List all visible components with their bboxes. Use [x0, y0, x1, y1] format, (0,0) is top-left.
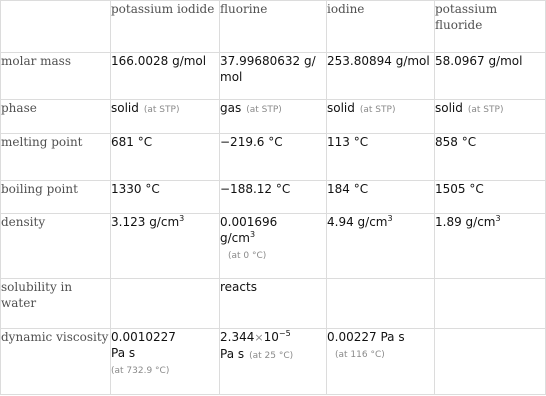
- cell-molar-mass-potassium-iodide: 166.0028 g/mol: [111, 53, 220, 100]
- column-header-potassium-iodide: potassium iodide: [111, 1, 220, 53]
- table-row-phase: [1, 100, 546, 134]
- column-header-iodine: iodine: [327, 1, 435, 53]
- cell-boiling-point-potassium-fluoride: 1505 °C: [435, 181, 546, 214]
- phase-note: (at STP): [359, 105, 396, 115]
- cell-solubility-potassium-iodide: [111, 279, 220, 329]
- viscosity-note: (at 25 °C): [249, 351, 294, 361]
- table-row-melting-point: [1, 134, 546, 181]
- cell-viscosity-potassium-fluoride: [435, 329, 546, 395]
- phase-note: (at STP): [467, 105, 504, 115]
- row-label-solubility: solubility in water: [1, 279, 111, 329]
- cell-boiling-point-potassium-iodide: 1330 °C: [111, 181, 220, 214]
- density-unit: g/cm: [357, 215, 388, 229]
- viscosity-value: 0.0010227: [111, 330, 176, 344]
- density-unit: g/cm: [220, 231, 250, 245]
- phase-value: gas: [220, 101, 242, 115]
- column-header-potassium-fluoride: potassium fluoride: [435, 1, 546, 53]
- cell-solubility-fluorine: reacts: [220, 279, 327, 329]
- row-label-boiling-point: boiling point: [1, 181, 111, 214]
- density-value: 1.89: [435, 215, 462, 229]
- cell-viscosity-potassium-iodide: [111, 329, 220, 395]
- viscosity-mantissa: 2.344: [220, 330, 255, 344]
- viscosity-unit: Pa s: [380, 330, 405, 344]
- cell-viscosity-fluorine: [220, 329, 327, 395]
- column-header-fluorine: fluorine: [220, 1, 327, 53]
- viscosity-base: 10: [263, 330, 279, 344]
- viscosity-exponent: −5: [278, 329, 291, 338]
- cell-melting-point-fluorine: −219.6 °C: [220, 134, 327, 181]
- density-unit: g/cm: [465, 215, 496, 229]
- cell-density-potassium-fluoride: [435, 214, 546, 279]
- row-label-density: density: [1, 214, 111, 279]
- cell-molar-mass-potassium-fluoride: 58.0967 g/mol: [435, 53, 546, 100]
- table-row-density: [1, 214, 546, 279]
- row-label-melting-point: melting point: [1, 134, 111, 181]
- cell-density-fluorine: [220, 214, 327, 279]
- row-label-viscosity: dynamic viscosity: [1, 329, 111, 395]
- corner-cell: [1, 1, 111, 53]
- cell-solubility-iodine: [327, 279, 435, 329]
- table-row-molar-mass: [1, 53, 546, 100]
- density-unit-exponent: 3: [249, 230, 256, 239]
- cell-density-iodine: [327, 214, 435, 279]
- cell-melting-point-potassium-fluoride: 858 °C: [435, 134, 546, 181]
- viscosity-note: (at 732.9 °C): [111, 366, 170, 376]
- cell-melting-point-iodine: 113 °C: [327, 134, 435, 181]
- density-unit-exponent: 3: [495, 214, 501, 223]
- cell-molar-mass-iodine: 253.80894 g/mol: [327, 53, 435, 100]
- times-sign: ×: [254, 331, 264, 344]
- cell-phase-iodine: [327, 100, 435, 134]
- density-unit: g/cm: [149, 215, 180, 229]
- row-label-phase: phase: [1, 100, 111, 134]
- row-label-molar-mass: molar mass: [1, 53, 111, 100]
- density-value: 4.94: [327, 215, 354, 229]
- phase-value: solid: [111, 101, 139, 115]
- cell-solubility-potassium-fluoride: [435, 279, 546, 329]
- viscosity-value: 0.00227: [327, 330, 377, 344]
- cell-phase-potassium-fluoride: [435, 100, 546, 134]
- density-value: 0.001696: [220, 215, 278, 229]
- cell-boiling-point-iodine: 184 °C: [327, 181, 435, 214]
- viscosity-unit: Pa s: [220, 347, 245, 361]
- viscosity-note: (at 116 °C): [335, 350, 385, 360]
- cell-phase-potassium-iodide: [111, 100, 220, 134]
- cell-molar-mass-fluorine: 37.99680632 g/mol: [220, 53, 327, 100]
- table-row-viscosity: [1, 329, 546, 395]
- table-row-boiling-point: [1, 181, 546, 214]
- cell-phase-fluorine: [220, 100, 327, 134]
- table-row-solubility: [1, 279, 546, 329]
- density-unit-exponent: 3: [179, 214, 185, 223]
- density-value: 3.123: [111, 215, 146, 229]
- viscosity-unit: Pa s: [111, 346, 136, 360]
- cell-viscosity-iodine: [327, 329, 435, 395]
- cell-density-potassium-iodide: [111, 214, 220, 279]
- phase-note: (at STP): [246, 105, 282, 115]
- density-unit-exponent: 3: [387, 214, 393, 223]
- cell-melting-point-potassium-iodide: 681 °C: [111, 134, 220, 181]
- phase-value: solid: [435, 101, 463, 115]
- phase-value: solid: [327, 101, 355, 115]
- phase-note: (at STP): [143, 105, 180, 115]
- density-note: (at 0 °C): [228, 251, 267, 261]
- cell-boiling-point-fluorine: −188.12 °C: [220, 181, 327, 214]
- header-row: [1, 1, 546, 53]
